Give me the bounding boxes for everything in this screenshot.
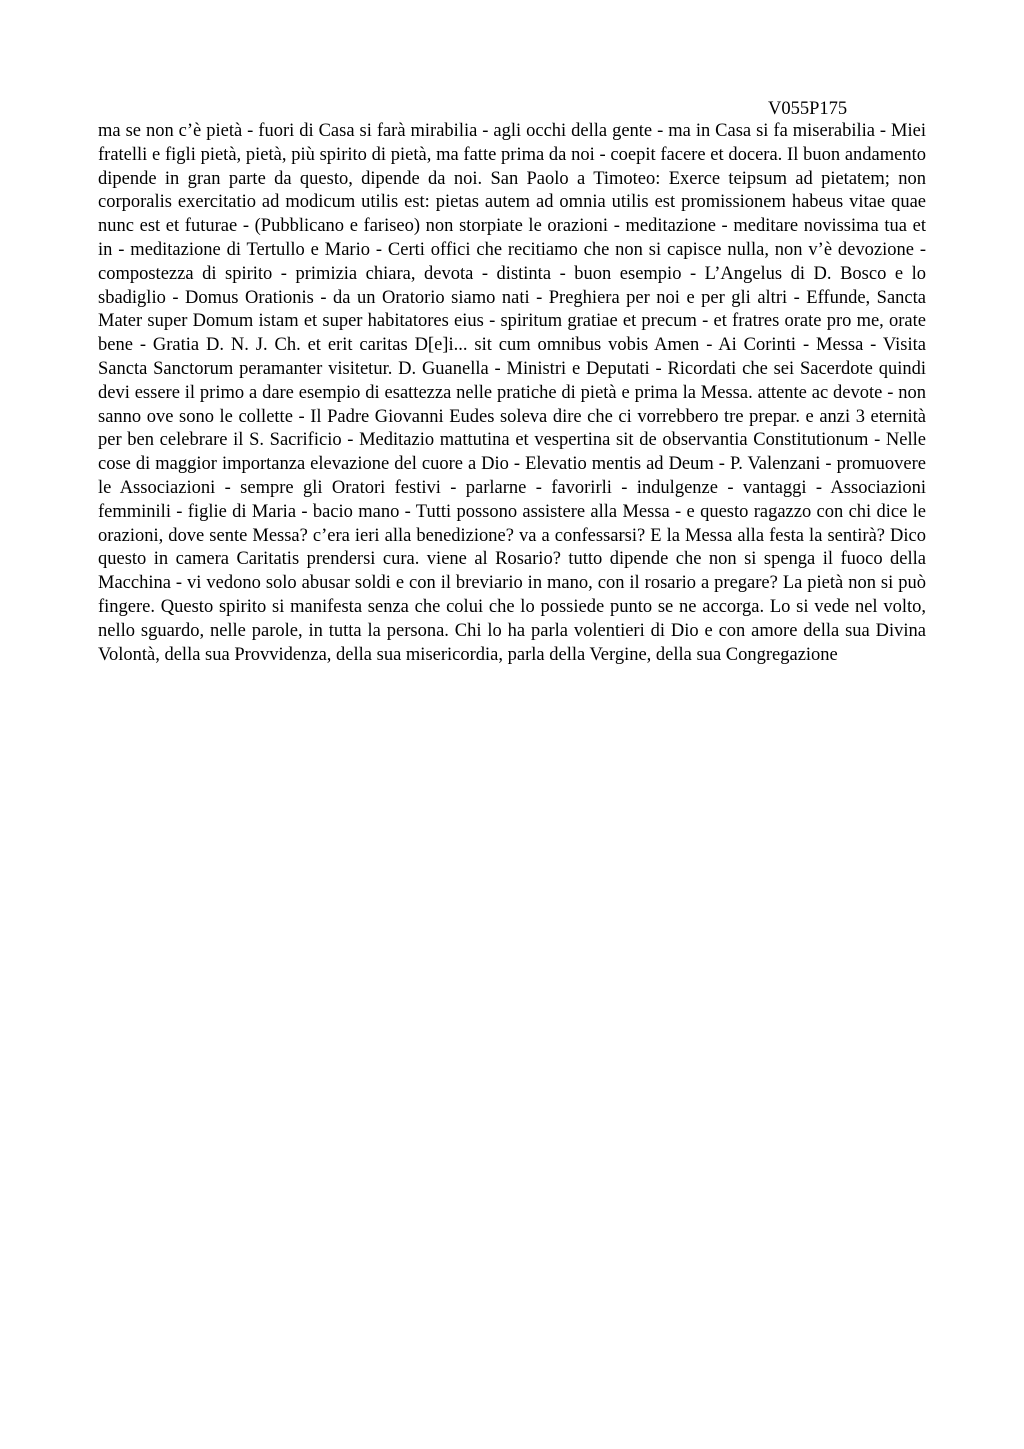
body-paragraph: ma se non c’è pietà - fuori di Casa si farà mirabilia - agli occhi della gente - ma in Casa si fa miserabilia - Miei fratelli e figli pietà, pietà, più spirito di pietà, ma fatte prima da noi - coepit facere et docera. Il buon andamento dipende in gran parte da questo, dipende da noi. San Paolo a Timoteo: Exerce teipsum ad pietatem; non corporalis exercitatio ad modicum utilis est: pietas autem ad omnia utilis est promissionem habeus vitae quae nunc est et futurae - (Pubblicano e fariseo) non storpiate le orazioni - meditazione - meditare novissima tua et in - meditazione di Tertullo e Mario - Certi offici che recitiamo che non si capisce nulla, non v’è devozione - compostezza di spirito - primizia chiara, devota - distinta - buon esempio - L’Angelus di D. Bosco e lo sbadiglio - Domus Orationis - da un Oratorio siamo nati - Preghiera per noi e per gli altri - Effunde, Sancta Mater super Domum istam et super habitatores eius - spiritum gratiae et precum - et fratres orate pro me, orate bene - Gratia D. N. J. Ch. et erit caritas D[e]i... sit cum omnibus vobis Amen - Ai Corinti - Messa - Visita Sancta Sanctorum peramanter visitetur. D. Guanella - Ministri e Deputati - Ricordati che sei Sacerdote quindi devi essere il primo a dare esempio di esattezza nelle pratiche di pietà e prima la Messa. attente ac devote - non sanno ove sono le collette - Il Padre Giovanni Eudes soleva dire che ci vorrebbero tre prepar. e anzi 3 eternità per ben celebrare il S. Sacrificio - Meditazio mattutina et vespertina sit de observantia Constitutionum - Nelle cose di maggior importanza elevazione del cuore a Dio - Elevatio mentis ad Deum - P. Valenzani - promuovere le Associazioni - sempre gli Oratori festivi - parlarne - favorirli - indulgenze - vantaggi - Associazioni femminili - figlie di Maria - bacio mano - Tutti possono assistere alla Messa - e questo ragazzo con chi dice le orazioni, dove sente Messa? c’era ieri alla benedizione? va a confessarsi? E la Messa alla festa la sentirà? Dico questo in camera Caritatis prendersi cura. viene al Rosario? tutto dipende che non si spenga il fuoco della Macchina - vi vedono solo abusar soldi e con il breviario in mano, con il rosario a pregare? La pietà non si può fingere. Questo spirito si manifesta senza che colui che lo possiede punto se ne accorga. Lo si vede nel volto, nello sguardo, nelle parole, in tutta la persona. Chi lo ha parla volentieri di Dio e con amore della sua Divina Volontà, della sua Provvidenza, della sua misericordia, parla della Vergine, della sua Congregazione (98, 121, 926, 665)
page-identifier: V055P175 (768, 99, 848, 119)
